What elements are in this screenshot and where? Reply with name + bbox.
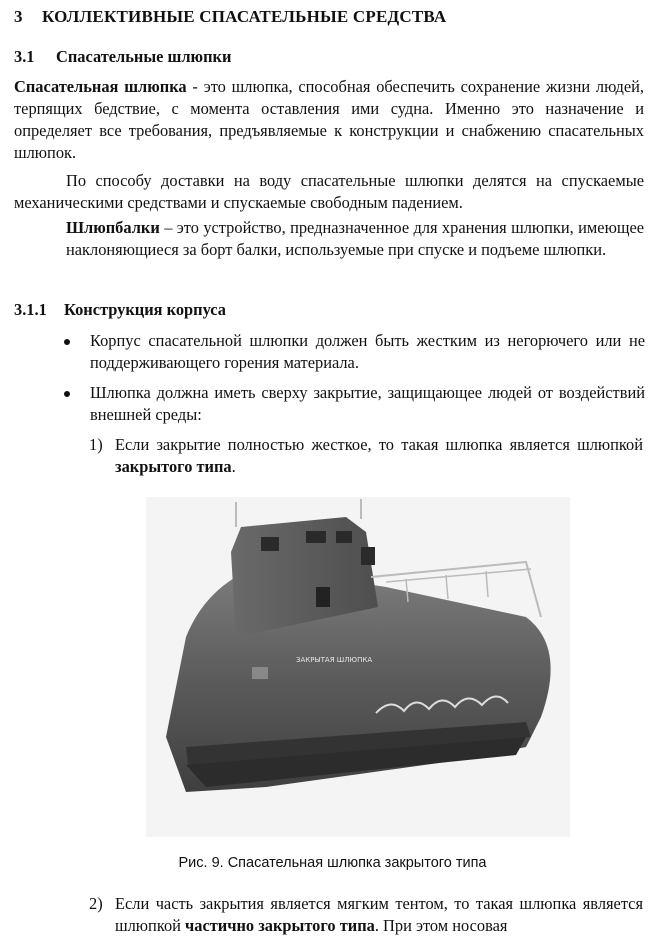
item-number: 2) xyxy=(89,894,103,913)
boat-term: Спасательная шлюпка xyxy=(14,77,187,96)
davits-definition-text: – это устройство, предназначенное для хранения шлюпки, имеющее наклоняющиеся за борт балки, используемые при спуске и подъеме шлюпки. xyxy=(66,218,644,259)
davits-definition xyxy=(66,217,644,261)
bullet-item xyxy=(90,330,645,374)
boat-definition-text: - это шлюпка, способная обеспечить сохранение жизни людей, терпящих бедствие, с момента оставления ими судна. Именно это назначение и определяет все требования, предъявляемые к конструкции и снабжению спасательных шлюпок. xyxy=(14,77,644,162)
bullet-text: Шлюпка должна иметь сверху закрытие, защищающее людей от воздействий внешней среды: xyxy=(90,383,645,424)
subsubsection-heading xyxy=(14,299,226,321)
item-bold: закрытого типа xyxy=(115,457,232,476)
bullet-dot-icon xyxy=(64,339,70,345)
bullet-dot-icon xyxy=(64,391,70,397)
delivery-paragraph: По способу доставки на воду спасательные шлюпки делятся на спускаемые механическими средствами и спускаемые свободным падением. xyxy=(14,171,644,212)
davits-term: Шлюпбалки xyxy=(66,218,160,237)
subsection-heading xyxy=(14,46,231,68)
item-tail: . При этом носовая xyxy=(374,916,508,935)
numbered-item-1 xyxy=(89,434,643,478)
subsection-title: Спасательные шлюпки xyxy=(56,47,232,66)
section-number: 3 xyxy=(14,7,23,26)
figure-caption: Рис. 9. Спасательная шлюпка закрытого типа xyxy=(178,855,487,871)
section-title: КОЛЛЕКТИВНЫЕ СПАСАТЕЛЬНЫЕ СРЕДСТВА xyxy=(42,7,447,26)
subsection-number: 3.1 xyxy=(14,47,35,66)
subsubsection-title: Конструкция корпуса xyxy=(64,300,226,319)
item-text: Если часть закрытия является мягким тентом, то такая шлюпка является шлюпкой xyxy=(115,894,643,935)
boat-definition xyxy=(14,76,644,164)
item-number: 1) xyxy=(89,435,103,454)
numbered-item-2 xyxy=(89,893,643,937)
bullet-item xyxy=(90,382,645,426)
boat-marking-text: ЗАКРЫТАЯ ШЛЮПКА xyxy=(296,656,373,664)
boat-photo xyxy=(146,497,570,837)
closed-lifeboat-illustration xyxy=(146,497,570,837)
subsubsection-number: 3.1.1 xyxy=(14,300,47,319)
item-bold: частично закрытого типа xyxy=(185,916,375,935)
bullet-text: Корпус спасательной шлюпки должен быть жестким из негорючего или не поддерживающего горения материала. xyxy=(90,331,645,372)
section-heading xyxy=(14,6,446,28)
item-tail: . xyxy=(231,457,236,476)
item-text: Если закрытие полностью жесткое, то такая шлюпка является шлюпкой xyxy=(115,435,643,454)
